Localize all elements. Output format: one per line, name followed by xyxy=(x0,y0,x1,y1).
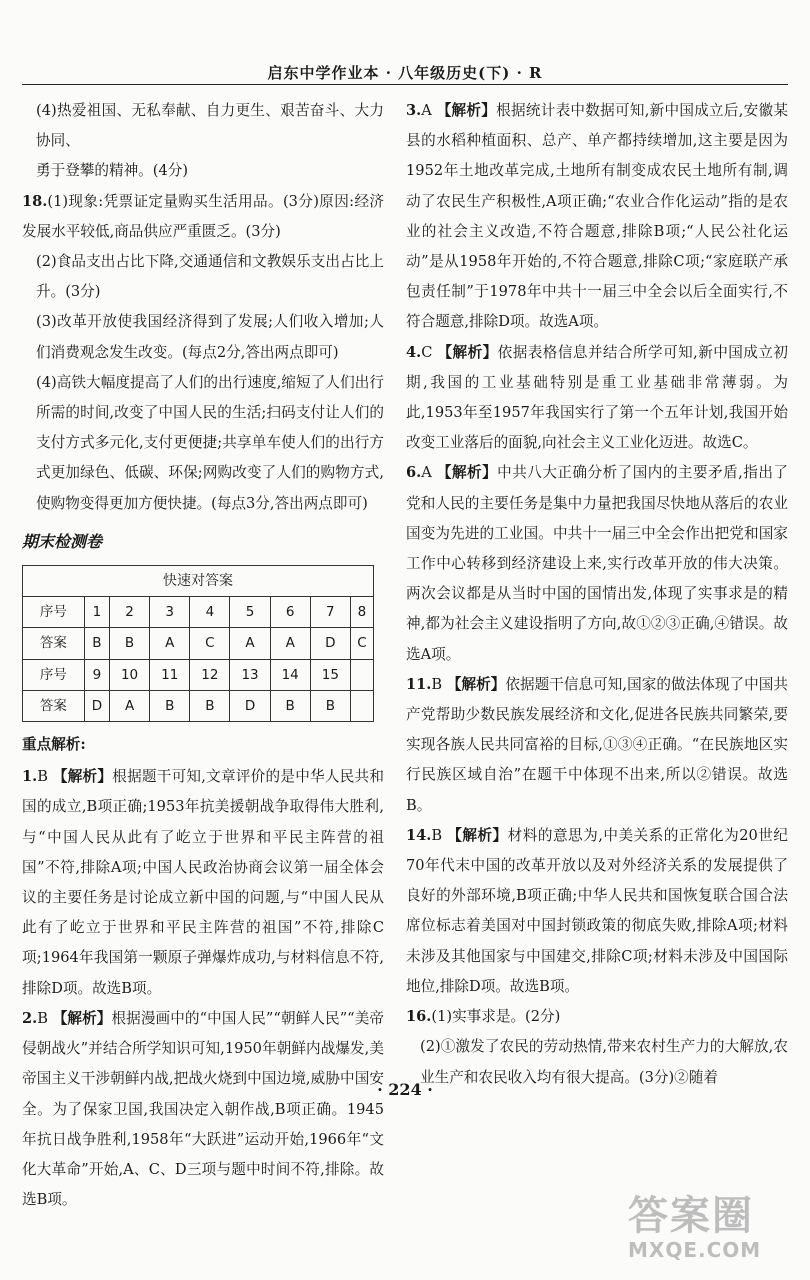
answer-number: 3. xyxy=(406,102,422,119)
q17-part4-line2: 勇于登攀的精神。(4分) xyxy=(36,162,189,180)
table-cell: 4 xyxy=(190,597,230,628)
table-cell: B xyxy=(84,628,109,659)
q18-part2: (2)食品支出占比下降,交通通信和文教娱乐支出占比上升。(3分) xyxy=(36,253,384,301)
table-cell: A xyxy=(230,628,270,659)
table-row xyxy=(23,597,374,628)
answer-text: 根据题干可知,文章评价的是中华人民共和国的成立,B项正确;1953年抗美援朝战争取得伟大胜利,与“中国人民从此有了屹立于世界和平民主阵营的祖国”不符,排除A项;中国人民政治协商会议第一届全体会议的主要任务是讨论成立新中国的问题,与“中国人民从此有了屹立于世界和平民主阵营的祖国”不符,排除C项;1964年我国第一颗原子弹爆炸成功,与材料信息不符,排除D项。故选B项。 xyxy=(22,768,384,997)
q18-part1 xyxy=(22,187,384,247)
row-label: 序号 xyxy=(23,597,85,628)
q18-part4: (4)高铁大幅度提高了人们的出行速度,缩短了人们出行所需的时间,改变了中国人民的生活;扫码支付让人们的支付方式多元化,支付更便捷;共享单车使人们的出行方式更加绿色、低碳、环保;网购改变了人们的购物方式,使购物变得更加方便快捷。(每点3分,答出两点即可) xyxy=(36,373,384,512)
watermark-logo xyxy=(628,1194,790,1268)
q18-number: 18. xyxy=(22,192,48,210)
table-cell: 15 xyxy=(310,659,350,690)
table-cell: A xyxy=(150,628,190,659)
answer-16-part2: (2)①激发了农民的劳动热情,带来农村生产力的大解放,农业生产和农民收入均有很大提高。(3分)②随着 xyxy=(420,1038,788,1086)
answer-number: 4. xyxy=(406,343,422,361)
analysis-tag: 【解析】 xyxy=(52,1009,112,1027)
answer-1 xyxy=(22,762,384,1004)
analysis-tag: 【解析】 xyxy=(446,675,506,693)
watermark-text: 答案圈 xyxy=(628,1193,754,1239)
answer-letter: C xyxy=(421,343,433,361)
answer-number: 16. xyxy=(406,1008,432,1026)
table-cell: 14 xyxy=(270,659,310,690)
answer-6 xyxy=(406,458,788,669)
answer-number: 2. xyxy=(22,1009,38,1027)
table-cell: 11 xyxy=(150,659,190,690)
answer-text: 材料的意思为,中美关系的正常化为20世纪70年代末中国的改革开放以及对外经济关系的发展提供了良好的外部环境,B项正确;中华人民共和国恢复联合国合法席位标志着美国对中国封锁政策的彻底失败,排除A项;材料未涉及其他国家与中国建交,排除C项;材料未涉及中国国际地位,排除D项。故选B项。 xyxy=(406,826,788,995)
answer-16-part1 xyxy=(406,1002,788,1032)
row-label: 序号 xyxy=(23,659,85,690)
answer-text: 依据题干信息可知,国家的做法体现了中国共产党帮助少数民族发展经济和文化,促进各民族共同繁荣,要实现各族人民共同富裕的目标,①③④正确。“在民族地区实行民族区域自治”在题干中体现不出来,所以②错误。故选B。 xyxy=(406,675,788,814)
q18-part3: (3)改革开放使我国经济得到了发展;人们收入增加;人们消费观念发生改变。(每点2分,答出两点即可) xyxy=(36,313,384,361)
right-column xyxy=(406,96,788,1093)
answer-11 xyxy=(406,670,788,821)
analysis-tag: 【解析】 xyxy=(436,464,498,482)
answer-14 xyxy=(406,821,788,1002)
answer-3 xyxy=(406,96,788,338)
table-row xyxy=(23,659,374,690)
row-label: 答案 xyxy=(23,628,85,659)
quick-answer-table xyxy=(22,565,374,722)
left-column xyxy=(22,96,384,1215)
answer-letter: A xyxy=(421,464,432,482)
section-title-final-exam: 期末检测卷 xyxy=(22,531,103,551)
analysis-tag: 【解析】 xyxy=(437,343,498,361)
table-cell: B xyxy=(270,690,310,721)
running-header: 启东中学作业本 · 八年级历史(下) · R xyxy=(267,64,543,82)
table-cell: D xyxy=(230,690,270,721)
table-caption: 快速对答案 xyxy=(23,566,374,597)
table-cell xyxy=(350,690,373,721)
answer-text: 依据表格信息并结合所学可知,新中国成立初期,我国的工业基础特别是重工业基础非常薄弱。为此,1953年至1957年我国实行了第一个五年计划,我国开始改变工业落后的面貌,向社会主义工业化迈进。故选C。 xyxy=(406,343,788,452)
answer-number: 11. xyxy=(406,675,432,693)
table-cell: A xyxy=(270,628,310,659)
table-cell: A xyxy=(109,690,149,721)
q17-part4-line1: (4)热爱祖国、无私奉献、自力更生、艰苦奋斗、大力协同、 xyxy=(36,102,384,150)
answer-letter: B xyxy=(37,1009,48,1027)
table-cell: D xyxy=(84,690,109,721)
table-cell: 1 xyxy=(84,597,109,628)
answer-text: (1)实事求是。(2分) xyxy=(431,1008,561,1026)
header-rule xyxy=(22,84,788,85)
table-cell: 9 xyxy=(84,659,109,690)
table-cell: 8 xyxy=(350,597,373,628)
answer-letter: A xyxy=(421,102,432,119)
answer-2 xyxy=(22,1004,384,1215)
table-cell: B xyxy=(190,690,230,721)
answer-number: 14. xyxy=(406,826,432,844)
analysis-tag: 【解析】 xyxy=(447,826,508,844)
table-cell: D xyxy=(310,628,350,659)
table-cell: B xyxy=(150,690,190,721)
answer-number: 1. xyxy=(22,768,38,786)
q18-part1-text: (1)现象:凭票证定量购买生活用品。(3分)原因:经济发展水平较低,商品供应严重匮乏。(3分) xyxy=(22,192,384,240)
table-cell: 10 xyxy=(109,659,149,690)
answer-text: 根据漫画中的“中国人民”“朝鲜人民”“美帝侵朝战火”并结合所学知识可知,1950年朝鲜内战爆发,美帝国主义干涉朝鲜内战,把战火烧到中国边境,威胁中国安全。为了保家卫国,我国决定入朝作战,B项正确。1945年抗日战争胜利,1958年“大跃进”运动开始,1966年“文化大革命”开始,A、C、D三项与题中时间不符,排除。故选B项。 xyxy=(22,1009,384,1209)
page-number: · 224 · xyxy=(377,1080,433,1099)
table-cell: C xyxy=(190,628,230,659)
table-cell: C xyxy=(350,628,373,659)
answer-text: 中共八大正确分析了国内的主要矛盾,指出了党和人民的主要任务是集中力量把我国尽快地从落后的农业国变为先进的工业国。中共十一届三中全会作出把党和国家工作中心转移到经济建设上来,实行改革开放的伟大决策。两次会议都是从当时中国的国情出发,体现了实事求是的精神,都为社会主义建设指明了方向,故①②③正确,④错误。故选A项。 xyxy=(406,464,788,663)
answer-text: 根据统计表中数据可知,新中国成立后,安徽某县的水稻种植面积、总产、单产都持续增加,这主要是因为1952年土地改革完成,土地所有制变成农民土地所有制,调动了农民生产积极性,A项正确;“农业合作化运动”指的是农业的社会主义改造,不符合题意,排除B项;“人民公社化运动”是从1958年开始的,不符合题意,排除C项;“家庭联产承包责任制”于1978年中共十一届三中全会以后全面实行,不符合题意,排除D项。故选A项。 xyxy=(406,102,788,331)
table-cell: 12 xyxy=(190,659,230,690)
answer-4 xyxy=(406,338,788,459)
table-cell: 3 xyxy=(150,597,190,628)
table-caption-row xyxy=(23,566,374,597)
table-cell: 6 xyxy=(270,597,310,628)
key-analysis-title: 重点解析: xyxy=(22,736,86,754)
table-cell: 5 xyxy=(230,597,270,628)
table-cell: B xyxy=(109,628,149,659)
table-cell: 7 xyxy=(310,597,350,628)
row-label: 答案 xyxy=(23,690,85,721)
answer-letter: B xyxy=(431,675,443,693)
answer-letter: B xyxy=(431,826,443,844)
table-cell xyxy=(350,659,373,690)
answer-number: 6. xyxy=(406,464,422,482)
answer-letter: B xyxy=(37,768,48,786)
table-cell: 13 xyxy=(230,659,270,690)
table-row xyxy=(23,690,374,721)
table-row xyxy=(23,628,374,659)
watermark-url: MXQE.COM xyxy=(628,1238,762,1262)
analysis-tag: 【解析】 xyxy=(436,102,497,119)
table-cell: 2 xyxy=(109,597,149,628)
analysis-tag: 【解析】 xyxy=(52,768,113,786)
table-cell: B xyxy=(310,690,350,721)
